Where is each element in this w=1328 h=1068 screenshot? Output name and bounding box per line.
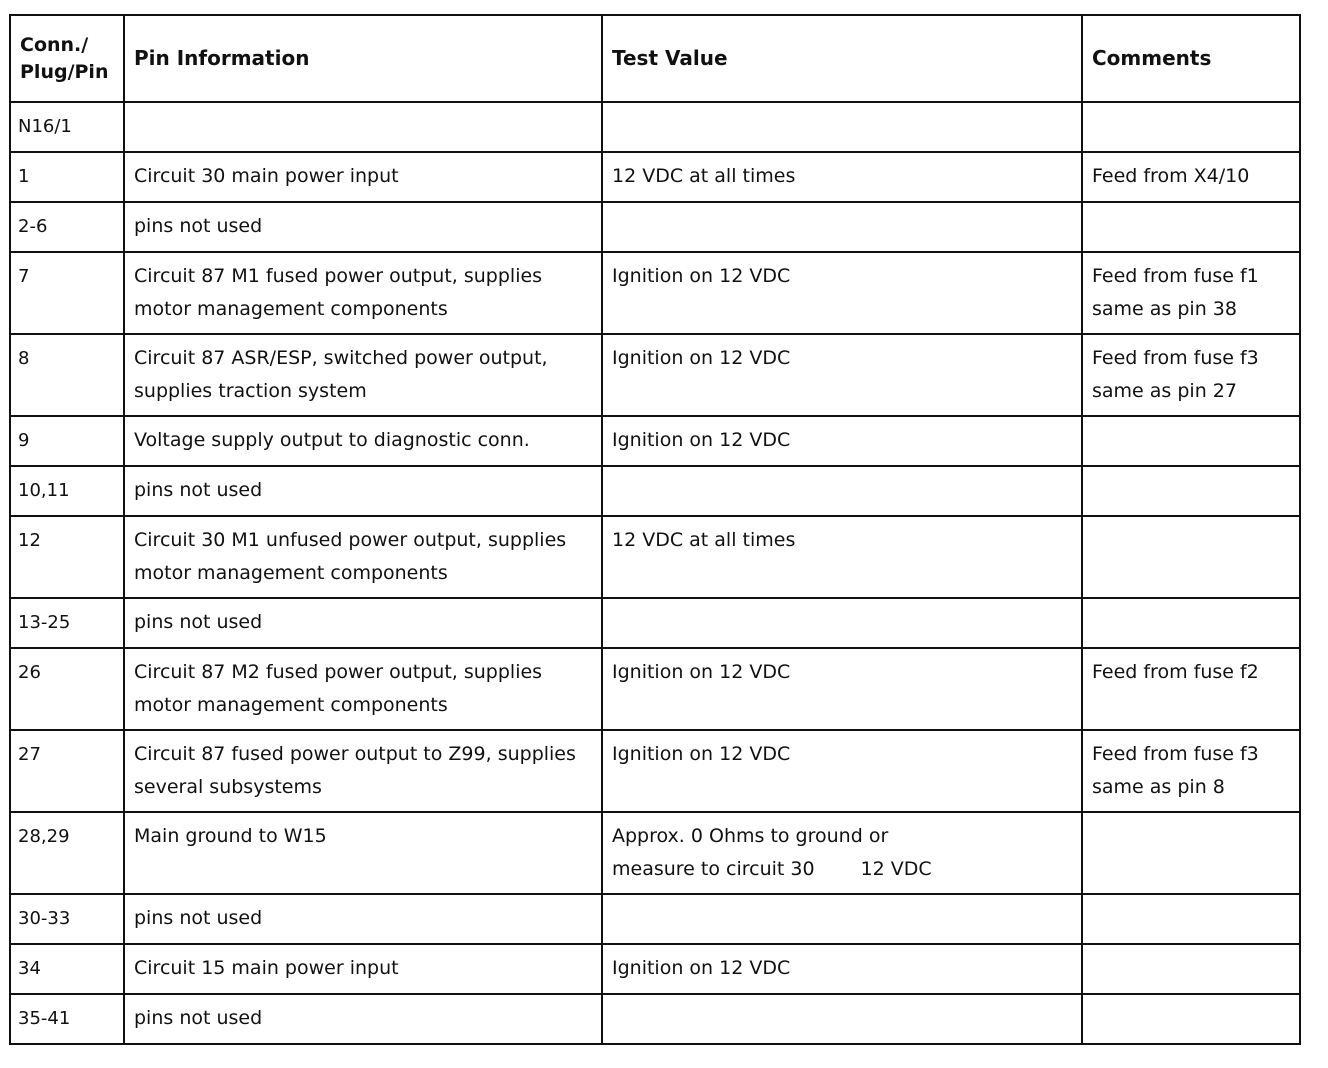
cell-test-value [602,416,1082,466]
cell-comment [1082,516,1300,598]
cell-pin: 30-33 [10,894,124,944]
cell-comment [1082,894,1300,944]
cell-pin: 7 [10,252,124,334]
cell-test-value [602,516,1082,598]
cell-test-value [602,994,1082,1044]
cell-pin-info [124,812,602,894]
cell-pin-info [124,252,602,334]
pin-info-line: pins not used [134,611,263,633]
pin-info-line: Circuit 87 ASR/ESP, switched power output, [134,347,548,369]
table-row [10,894,1300,944]
cell-pin-info [124,944,602,994]
cell-pin-info [124,648,602,730]
pin-info-line: Voltage supply output to diagnostic conn. [134,429,530,451]
cell-pin-info [124,152,602,202]
table-row [10,416,1300,466]
cell-pin: N16/1 [10,102,124,152]
cell-pin-info [124,730,602,812]
cell-test-value [602,944,1082,994]
table-row [10,102,1300,152]
cell-comment [1082,202,1300,252]
pin-info-line: motor management components [134,562,448,584]
comment-line: same as pin 8 [1092,776,1225,798]
cell-test-value [602,202,1082,252]
test-value-line: Ignition on 12 VDC [612,429,791,451]
test-value-measure: measure to circuit 30 [612,858,815,880]
cell-pin: 9 [10,416,124,466]
cell-test-value [602,598,1082,648]
pin-info-line: pins not used [134,1007,263,1029]
pin-info-line: Main ground to W15 [134,825,327,847]
header-conn-plug-pin [10,15,124,102]
comment-line: same as pin 38 [1092,298,1237,320]
cell-test-value [602,894,1082,944]
pin-info-line: Circuit 87 M1 fused power output, supplies [134,265,543,287]
cell-comment [1082,102,1300,152]
pin-table-sheet [9,14,1299,1045]
header-comments: Comments [1082,15,1300,102]
cell-comment [1082,252,1300,334]
comment-line: Feed from fuse f3 [1092,743,1259,765]
cell-comment [1082,812,1300,894]
cell-pin: 26 [10,648,124,730]
cell-pin-info [124,516,602,598]
cell-pin: 12 [10,516,124,598]
cell-comment [1082,416,1300,466]
cell-test-value [602,466,1082,516]
pin-info-line: motor management components [134,694,448,716]
table-row [10,334,1300,416]
pin-info-line: Circuit 15 main power input [134,957,399,979]
cell-test-value [602,102,1082,152]
header-conn-line2: Plug/Pin [20,60,109,83]
cell-pin: 1 [10,152,124,202]
cell-comment [1082,466,1300,516]
pin-info-line: several subsystems [134,776,322,798]
cell-comment [1082,994,1300,1044]
comment-line: Feed from fuse f1 [1092,265,1259,287]
cell-pin: 10,11 [10,466,124,516]
table-row [10,202,1300,252]
pin-info-line: pins not used [134,215,263,237]
table-row [10,944,1300,994]
pin-info-line: pins not used [134,479,263,501]
comment-line: same as pin 27 [1092,380,1237,402]
pin-info-line: Circuit 30 M1 unfused power output, supplies [134,529,567,551]
cell-pin: 28,29 [10,812,124,894]
cell-pin: 2-6 [10,202,124,252]
cell-pin-info [124,416,602,466]
pin-info-line: Circuit 87 fused power output to Z99, supplies [134,743,576,765]
header-test-value: Test Value [602,15,1082,102]
comment-line: Feed from X4/10 [1092,165,1250,187]
table-row [10,516,1300,598]
cell-test-value [602,152,1082,202]
table-row [10,466,1300,516]
test-value-line: Ignition on 12 VDC [612,661,791,683]
pin-info-line: motor management components [134,298,448,320]
cell-comment [1082,648,1300,730]
table-row [10,598,1300,648]
header-conn-line1: Conn./ [20,33,89,56]
cell-pin-info [124,102,602,152]
cell-test-value [602,648,1082,730]
comment-line: Feed from fuse f3 [1092,347,1259,369]
cell-pin-info [124,894,602,944]
test-value-line: Ignition on 12 VDC [612,265,791,287]
pin-table [9,14,1301,1045]
header-row [10,15,1300,102]
test-value-line: Ignition on 12 VDC [612,743,791,765]
pin-info-line: Circuit 30 main power input [134,165,399,187]
table-row [10,648,1300,730]
comment-line: Feed from fuse f2 [1092,661,1259,683]
pin-info-line: pins not used [134,907,263,929]
table-row [10,994,1300,1044]
pin-info-line: Circuit 87 M2 fused power output, supplies [134,661,543,683]
cell-comment [1082,944,1300,994]
test-value-line: Ignition on 12 VDC [612,347,791,369]
cell-pin: 8 [10,334,124,416]
cell-pin: 34 [10,944,124,994]
cell-pin-info [124,598,602,648]
cell-test-value [602,812,1082,894]
test-value-line: Ignition on 12 VDC [612,957,791,979]
cell-pin: 27 [10,730,124,812]
table-row [10,252,1300,334]
pin-info-line: supplies traction system [134,380,367,402]
test-value-voltage: 12 VDC [860,858,932,880]
cell-test-value [602,252,1082,334]
cell-test-value [602,730,1082,812]
cell-comment [1082,334,1300,416]
cell-comment [1082,152,1300,202]
cell-pin-info [124,202,602,252]
cell-pin-info [124,334,602,416]
cell-comment [1082,730,1300,812]
test-value-line: Approx. 0 Ohms to ground or [612,825,889,847]
cell-pin: 35-41 [10,994,124,1044]
cell-pin-info [124,466,602,516]
table-row [10,152,1300,202]
test-value-line: 12 VDC at all times [612,165,796,187]
header-pin-information: Pin Information [124,15,602,102]
table-row [10,730,1300,812]
cell-pin-info [124,994,602,1044]
test-value-line: 12 VDC at all times [612,529,796,551]
table-row [10,812,1300,894]
cell-pin: 13-25 [10,598,124,648]
test-value-line-2 [612,853,1073,886]
cell-comment [1082,598,1300,648]
cell-test-value [602,334,1082,416]
